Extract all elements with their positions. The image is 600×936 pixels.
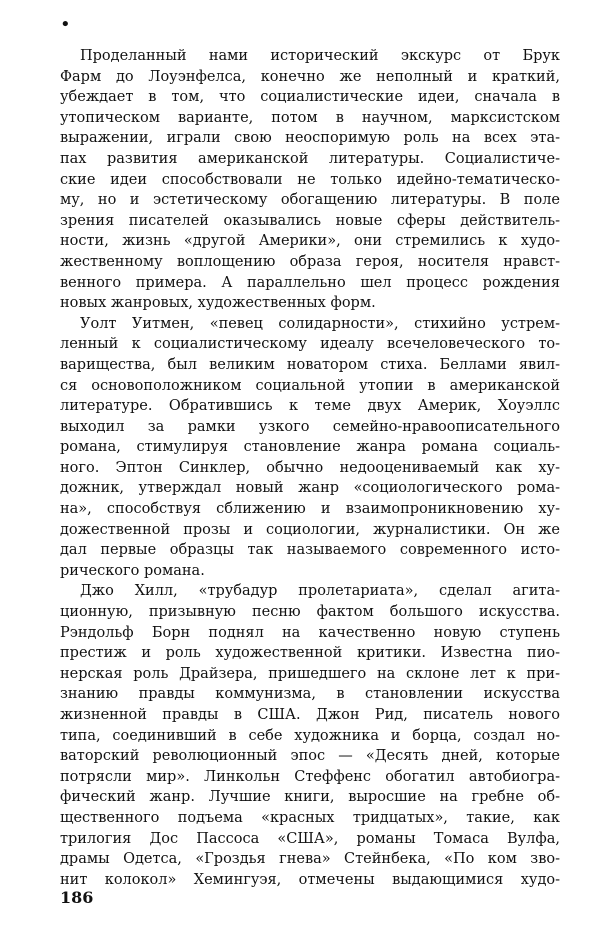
text-line: трилогия Дос Пассоса «США», романы Томаса Вулфа, xyxy=(60,830,560,847)
text-line: утопическом варианте, потом в научном, марксистском xyxy=(60,109,560,126)
text-line: му, но и эстетическому обогащению литературы. В поле xyxy=(60,192,560,209)
page-number: 186 xyxy=(60,888,94,907)
text-line: литературе. Обратившись к теме двух Америк, Хоуэллс xyxy=(60,398,560,415)
text-line: дожественной прозы и социологии, журналистики. Он же xyxy=(60,521,560,538)
text-line: жизненной правды в США. Джон Рид, писатель нового xyxy=(60,707,560,723)
text-line: романа, стимулируя становление жанра романа социаль- xyxy=(60,439,560,456)
text-line: ного. Эптон Синклер, обычно недооцениваемый как ху- xyxy=(60,459,560,476)
bullet-mark: • xyxy=(60,14,71,35)
text-line: Рэндольф Борн поднял на качественно новую ступень xyxy=(60,624,560,641)
text-line: щественного подъема «красных тридцатых», такие, как xyxy=(60,809,560,826)
text-line: престиж и роль художественной критики. Известна пио- xyxy=(60,645,560,662)
text-line: выражении, играли свою неоспоримую роль на всех эта- xyxy=(60,130,560,147)
text-line: ские идеи способствовали не только идейно-тематическо- xyxy=(60,171,560,188)
body-text xyxy=(60,46,560,890)
text-line: нерская роль Драйзера, пришедшего на склоне лет к при- xyxy=(60,665,560,682)
text-line: на», способствуя сближению и взаимопроникновению ху- xyxy=(60,501,560,518)
text-line: варищества, был великим новатором стиха. Беллами явил- xyxy=(60,356,560,373)
text-line: ционную, призывную песню фактом большого искусства. xyxy=(60,604,560,621)
text-line: венного примера. А параллельно шел процесс рождения xyxy=(60,274,560,291)
text-line: Фарм до Лоуэнфелса, конечно же неполный и краткий, xyxy=(60,68,560,85)
text-line: дал первые образцы так называемого современного исто- xyxy=(60,542,560,559)
text-line: типа, соединивший в себе художника и борца, создал но- xyxy=(60,727,560,744)
text-line: драмы Одетса, «Гроздья гнева» Стейнбека, «По ком зво- xyxy=(60,851,560,868)
text-line: дожник, утверждал новый жанр «социологического рома- xyxy=(60,480,560,497)
text-line: фический жанр. Лучшие книги, выросшие на гребне об- xyxy=(60,789,560,806)
text-line: жественному воплощению образа героя, носителя нравст- xyxy=(60,253,560,270)
text-line: знанию правды коммунизма, в становлении искусства xyxy=(60,686,560,703)
text-line: потрясли мир». Линкольн Стеффенс обогатил автобиогра- xyxy=(60,768,560,785)
text-line: зрения писателей оказывались новые сферы действитель- xyxy=(60,212,560,229)
text-line: Уолт Уитмен, «певец солидарности», стихийно устрем- xyxy=(80,315,560,332)
text-line: рического романа. xyxy=(60,562,205,579)
text-line: Джо Хилл, «трубадур пролетариата», сделал агита- xyxy=(80,583,560,600)
text-line: убеждает в том, что социалистические идеи, сначала в xyxy=(60,89,560,106)
text-line: ленный к социалистическому идеалу всечеловеческого то- xyxy=(60,336,560,353)
text-line: новых жанровых, художественных форм. xyxy=(60,295,376,312)
text-line: ваторский революционный эпос — «Десять дней, которые xyxy=(60,748,560,765)
text-line: пах развития американской литературы. Социалистиче- xyxy=(60,150,560,167)
text-line: ности, жизнь «другой Америки», они стремились к худо- xyxy=(60,233,560,250)
text-line: ся основоположником социальной утопии в американской xyxy=(60,377,560,394)
text-line: Проделанный нами исторический экскурс от Брук xyxy=(80,48,560,64)
text-line: нит колокол» Хемингуэя, отмечены выдающимися худо- xyxy=(60,871,560,888)
text-line: выходил за рамки узкого семейно-нравоописательного xyxy=(60,418,560,435)
